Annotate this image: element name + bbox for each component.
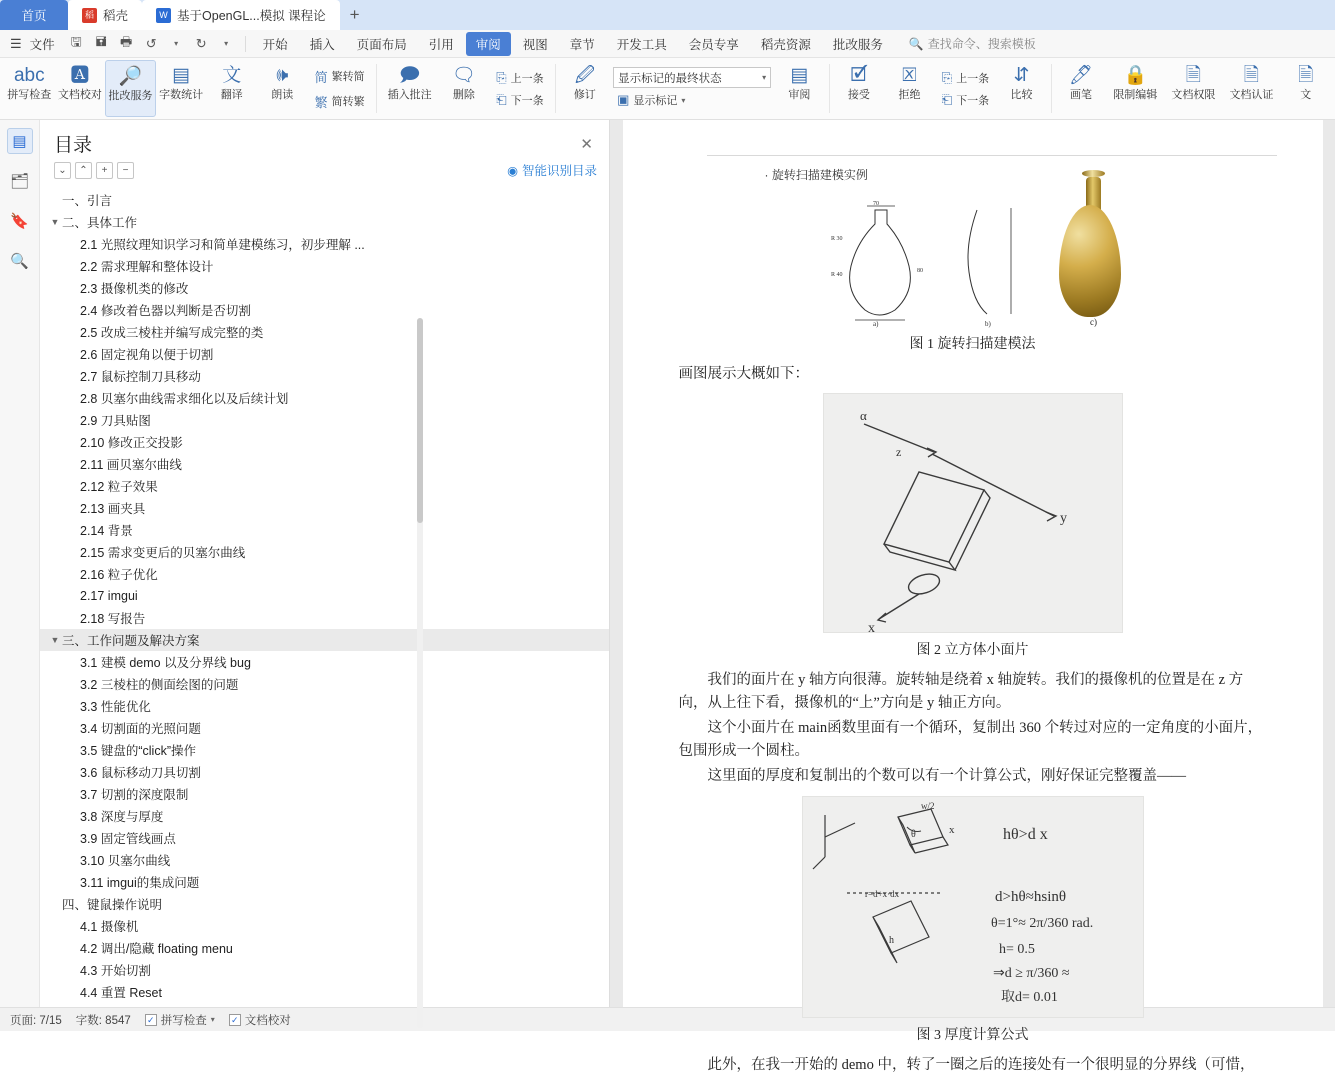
doc-bullet-line: · 旋转扫描建模实例 (764, 168, 868, 182)
outline-item[interactable] (40, 717, 609, 739)
doc-certify-button[interactable] (1222, 60, 1280, 117)
outline-item-label: 2.3 摄像机类的修改 (80, 282, 189, 296)
next-change-label: 下一条 (956, 94, 990, 107)
outline-item-label: 3.3 性能优化 (80, 700, 151, 714)
outline-item[interactable] (40, 365, 609, 387)
outline-item[interactable] (40, 563, 609, 585)
doc-paragraph-3: 这里面的厚度和复制出的个数可以有一个计算公式，刚好保证完整覆盖—— (707, 768, 1186, 785)
left-rail (0, 120, 40, 1007)
outline-item-label: 四、键鼠操作说明 (62, 898, 163, 912)
outline-item[interactable] (40, 321, 609, 343)
pen-button[interactable] (1056, 60, 1107, 117)
reject-button[interactable] (884, 60, 935, 117)
chevron-down-icon-status: ▾ (210, 1015, 215, 1024)
outline-item-label: 3.4 切割面的光照问题 (80, 722, 201, 736)
save-as-icon[interactable]: 🖬 (95, 33, 107, 49)
spellcheck-button[interactable] (4, 60, 55, 117)
chevron-down-icon: ▾ (762, 73, 767, 82)
ribbon-tab-view[interactable]: 视图 (522, 37, 548, 52)
ribbon-tab-references[interactable]: 引用 (428, 37, 454, 52)
spellcheck-label: 拼写检查 (7, 89, 52, 101)
review-pane-button[interactable] (774, 60, 825, 117)
rice-husk-icon: 稻 (82, 8, 97, 23)
outline-item[interactable] (40, 453, 609, 475)
document-page (623, 120, 1323, 1073)
proofread-checkbox-icon: ✓ (229, 1014, 241, 1026)
doc-paragraph-1: 我们的面片在 y 轴方向很薄。旋转轴是绕着 x 轴旋转。我们的摄像机的位置是在 z 方向，从上往下看，摄像机的“上”方向是 y 轴正方向。 (678, 672, 1244, 711)
menu-divider (245, 36, 246, 52)
svg-text:z: z (895, 445, 901, 460)
accept-icon: 🗹 (850, 65, 868, 86)
trad-to-simp-label: 繁转简 (331, 71, 365, 83)
outline-item[interactable] (40, 651, 609, 673)
prev-comment-icon: ⎘ (496, 69, 507, 85)
ribbon-tab-pagelayout[interactable]: 页面布局 (356, 37, 407, 52)
spellcheck-status[interactable] (145, 1012, 215, 1028)
doc-more-label: 文 (1300, 89, 1312, 101)
restrict-edit-button[interactable] (1106, 60, 1164, 117)
outline-item-label: 3.7 切割的深度限制 (80, 788, 189, 802)
outline-item-label: 4.3 开始切割 (80, 964, 151, 978)
outline-item-label: 2.7 鼠标控制刀具移动 (80, 370, 201, 384)
tab-home[interactable] (0, 0, 68, 30)
outline-item-label: 一、引言 (62, 194, 113, 208)
svg-text:θ: θ (910, 828, 916, 840)
outline-item[interactable] (40, 981, 609, 1003)
insert-comment-icon: 🗩 (399, 65, 421, 86)
outline-item-label: 3.10 贝塞尔曲线 (80, 854, 171, 868)
outline-item-label: 2.15 需求变更后的贝塞尔曲线 (80, 546, 246, 560)
simp-to-trad-icon: 繁 (314, 94, 328, 110)
tab-docer[interactable] (68, 0, 142, 30)
outline-item-label: 4.1 摄像机 (80, 920, 139, 934)
lock-icon: 🔒 (1123, 65, 1148, 86)
spellcheck-status-label: 拼写检查 (160, 1014, 207, 1027)
outline-item-label: 2.5 改成三棱柱并编写成完整的类 (80, 326, 264, 340)
compare-label: 比较 (1010, 89, 1033, 101)
prev-comment-button[interactable] (492, 68, 547, 88)
outline-item[interactable] (40, 541, 609, 563)
outline-item[interactable] (40, 497, 609, 519)
proofread-status-label: 文档校对 (244, 1014, 291, 1027)
show-markup-button[interactable] (613, 90, 771, 110)
tab-home-label: 首页 (21, 9, 47, 23)
outline-item-label: 2.14 背景 (80, 524, 133, 538)
outline-item[interactable] (40, 629, 609, 651)
word-count-button[interactable] (156, 60, 207, 117)
reject-label: 拒绝 (898, 89, 921, 101)
outline-item-label: 4.4 重置 Reset (80, 986, 162, 1000)
translate-icon: 文 (222, 65, 242, 86)
outline-icon[interactable]: ▤ (7, 128, 33, 154)
svg-text:r=d+x·dx: r=d+x·dx (864, 888, 899, 899)
compare-icon: ⇵ (1013, 65, 1030, 86)
close-icon[interactable]: ✕ (580, 135, 593, 153)
outline-item[interactable] (40, 893, 609, 915)
ribbon-tab-review[interactable]: 审阅 (466, 32, 511, 56)
outline-item[interactable] (40, 299, 609, 321)
trad-to-simp-icon: 简 (314, 69, 328, 85)
outline-item-label: 2.10 修改正交投影 (80, 436, 183, 450)
outline-item-label: 2.4 修改着色器以判断是否切割 (80, 304, 251, 318)
prev-change-icon: ⎘ (941, 69, 953, 85)
doc-certify-icon: 🗎 (1243, 65, 1260, 86)
ribbon-divider-4 (1051, 64, 1052, 113)
spellcheck-checkbox-icon: ✓ (145, 1014, 157, 1026)
ribbon-divider-3 (829, 64, 830, 113)
next-comment-label: 下一条 (510, 94, 544, 107)
outline-item[interactable] (40, 409, 609, 431)
figure-3-caption: 图 3 厚度计算公式 (916, 1027, 1029, 1043)
smart-outline-icon: ◉ (507, 163, 518, 178)
proofread-icon: 🅰 (70, 65, 90, 86)
tab-document-label: 基于OpenGL...模拟 课程论 (177, 9, 326, 23)
word-count-icon: ▤ (172, 65, 191, 86)
doc-paragraph-2: 这个小面片在 main函数里面有一个循环，复制出 360 个转过对应的一定角度的小面片，包围形成一个圆柱。 (678, 720, 1263, 759)
outline-item[interactable] (40, 607, 609, 629)
collapse-level-icon[interactable]: − (117, 162, 134, 179)
svg-text:y: y (1059, 511, 1067, 527)
delete-comment-icon: 🗨 (451, 65, 476, 86)
revise-button[interactable] (560, 60, 611, 117)
outline-item[interactable] (40, 277, 609, 299)
reject-icon: 🗵 (902, 65, 917, 86)
window-tab-bar (0, 0, 1335, 30)
outline-header (40, 120, 609, 159)
ribbon-tab-docer[interactable]: 稻壳资源 (760, 37, 811, 52)
ribbon-divider-2 (555, 64, 556, 113)
outline-item[interactable] (40, 695, 609, 717)
change-nav-group (935, 60, 996, 117)
outline-item[interactable] (40, 849, 609, 871)
outline-item[interactable] (40, 871, 609, 893)
document-area[interactable] (610, 120, 1335, 1073)
delete-comment-label: 删除 (452, 89, 475, 101)
expand-all-icon[interactable]: ⌃ (75, 162, 92, 179)
abc-icon: abc (13, 65, 45, 86)
outline-item-label: 二、具体工作 (62, 216, 138, 230)
word-count-indicator[interactable]: 字数: 8547 (75, 1014, 131, 1027)
chinese-convert-group (308, 60, 372, 117)
outline-item-label: 2.1 光照纹理知识学习和简单建模练习，初步理解 ... (80, 238, 365, 252)
ribbon-divider (376, 64, 377, 113)
pages-icon[interactable]: 🗂 (9, 173, 30, 190)
next-change-icon: ⎗ (941, 91, 953, 107)
bookmark-icon[interactable]: 🔖 (10, 213, 29, 230)
file-menu[interactable]: 文件 (29, 37, 55, 52)
outline-item[interactable] (40, 937, 609, 959)
delete-comment-button[interactable] (439, 60, 490, 117)
review-pane-icon: ▤ (790, 65, 809, 86)
outline-item-label: 2.6 固定视角以便于切割 (80, 348, 214, 362)
ribbon-tab-start[interactable]: 开始 (262, 37, 288, 52)
insert-comment-button[interactable] (381, 60, 439, 117)
word-count-label: 字数统计 (159, 89, 204, 101)
outline-item-label: 3.5 键盘的“click”操作 (80, 744, 196, 758)
vase-body (1059, 205, 1121, 317)
vase-render-c (1059, 170, 1129, 327)
outline-item[interactable] (40, 255, 609, 277)
ribbon-tab-correction[interactable]: 批改服务 (832, 37, 883, 52)
outline-title: 目录 (54, 135, 93, 156)
correction-service-label: 批改服务 (108, 90, 153, 102)
outline-item-label: 3.1 建模 demo 以及分界线 bug (80, 656, 251, 670)
proofread-status[interactable] (229, 1012, 291, 1028)
outline-item[interactable] (40, 739, 609, 761)
svg-text:d>hθ≈hsinθ: d>hθ≈hsinθ (994, 888, 1066, 905)
markup-group (610, 60, 774, 117)
outline-item[interactable] (40, 783, 609, 805)
vase-lip (1082, 170, 1105, 177)
svg-text:θ=1°≈ 2π/360 rad.: θ=1°≈ 2π/360 rad. (990, 915, 1093, 931)
outline-item[interactable] (40, 475, 609, 497)
svg-text:hθ>d x: hθ>d x (1002, 825, 1048, 843)
svg-text:R 30: R 30 (830, 236, 843, 242)
show-markup-icon: ▣ (617, 92, 630, 107)
accept-button[interactable] (834, 60, 885, 117)
outline-item[interactable] (40, 211, 609, 233)
svg-text:x: x (867, 621, 875, 637)
svg-text:h= 0.5: h= 0.5 (998, 941, 1035, 957)
outline-item[interactable] (40, 387, 609, 409)
correction-service-button[interactable] (105, 60, 156, 117)
doc-more-icon: 🗎 (1298, 65, 1314, 86)
chevron-down-icon[interactable]: ▼ (50, 635, 60, 645)
search-icon[interactable]: 🔍 (10, 253, 29, 270)
outline-item-label: 三、工作问题及解决方案 (62, 634, 200, 648)
outline-item[interactable] (40, 343, 609, 365)
outline-item-label: 3.2 三棱柱的侧面绘图的问题 (80, 678, 239, 692)
magnifier-doc-icon: 🔎 (118, 66, 143, 87)
outline-item-label: 2.12 粒子效果 (80, 480, 158, 494)
restrict-edit-label: 限制编辑 (1113, 89, 1158, 101)
outline-item[interactable] (40, 519, 609, 541)
ribbon-tab-section[interactable]: 章节 (569, 37, 595, 52)
next-change-button[interactable] (938, 90, 993, 110)
svg-text:R 40: R 40 (830, 272, 843, 278)
redo-icon[interactable]: ↻ (195, 35, 207, 51)
expand-level-icon[interactable]: + (96, 162, 113, 179)
hamburger-icon[interactable]: ☰ (10, 35, 22, 51)
pen-label: 画笔 (1069, 89, 1092, 101)
figure-1 (679, 197, 1267, 327)
figure-3-image (802, 796, 1144, 1018)
print-icon[interactable]: 🖶 (120, 33, 133, 49)
figure-2-image (823, 393, 1123, 637)
accept-label: 接受 (847, 89, 870, 101)
vase-label-c: c) (1090, 317, 1097, 327)
page-top-rule (707, 120, 1277, 156)
outline-item-label: 2.2 需求理解和整体设计 (80, 260, 214, 274)
ribbon-tab-devtools[interactable]: 开发工具 (616, 37, 667, 52)
outline-item-label: 3.8 深度与厚度 (80, 810, 164, 824)
outline-item-label: 4.2 调出/隐藏 floating menu (80, 942, 233, 956)
smart-outline-button[interactable] (507, 161, 597, 179)
outline-item-label: 2.18 写报告 (80, 612, 146, 626)
ribbon-toolbar (0, 58, 1335, 120)
doc-paragraph-4: 此外，在我一开始的 demo 中，转了一圈之后的连接处有一个很明显的分界线（可惜， (707, 1056, 1255, 1073)
prev-change-label: 上一条 (956, 72, 990, 85)
outline-item-label: 2.11 画贝塞尔曲线 (80, 458, 182, 472)
smart-outline-label: 智能识别目录 (521, 164, 597, 178)
simp-to-trad-label: 简转繁 (331, 96, 365, 108)
outline-item[interactable] (40, 233, 609, 255)
svg-text:取d= 0.01: 取d= 0.01 (1000, 989, 1058, 1005)
outline-pane (40, 120, 610, 1007)
doc-permission-label: 文档权限 (1171, 89, 1216, 101)
outline-item[interactable] (40, 585, 609, 607)
outline-item[interactable] (40, 761, 609, 783)
ribbon-tab-insert[interactable]: 插入 (309, 37, 335, 52)
outline-scroll-thumb[interactable] (417, 318, 423, 523)
read-aloud-label: 朗读 (271, 89, 294, 101)
outline-scrollbar[interactable] (417, 318, 423, 1028)
redo-caret-icon[interactable]: ▾ (224, 39, 229, 48)
show-markup-label: 显示标记 (633, 95, 678, 107)
next-comment-button[interactable] (492, 90, 547, 110)
doc-line-after-fig1: 画图展示大概如下： (678, 366, 809, 382)
command-search-text: 查找命令、搜索模板 (927, 37, 1036, 51)
undo-icon[interactable]: ↺ (145, 35, 157, 51)
pen-icon: 🖊 (1068, 65, 1094, 86)
tab-docer-label: 稻壳 (103, 9, 129, 23)
prev-comment-label: 上一条 (510, 72, 544, 85)
menu-bar (0, 30, 1335, 58)
formula-sketch-icon (803, 797, 1145, 1019)
insert-comment-label: 插入批注 (387, 89, 432, 101)
svg-text:h: h (888, 934, 894, 946)
svg-text:x: x (948, 823, 954, 836)
outline-tree[interactable] (40, 185, 609, 1007)
svg-text:80: 80 (916, 268, 923, 274)
markup-state-combo[interactable] (613, 67, 771, 88)
prev-change-button[interactable] (938, 68, 993, 88)
read-aloud-icon: 🕪 (276, 65, 289, 86)
revise-label: 修订 (573, 89, 596, 101)
outline-item-label: 3.11 imgui的集成问题 (80, 876, 200, 890)
simp-to-trad-button[interactable] (311, 90, 369, 113)
chevron-down-icon[interactable]: ▼ (50, 217, 60, 227)
svg-text:b): b) (984, 320, 991, 328)
chevron-down-icon-2: ▾ (681, 95, 686, 105)
doc-proofread-button[interactable] (55, 60, 106, 117)
tab-document[interactable] (142, 0, 340, 30)
doc-permission-button[interactable] (1164, 60, 1222, 117)
doc-proofread-label: 文档校对 (57, 89, 102, 101)
outline-item[interactable] (40, 189, 609, 211)
new-tab-button[interactable]: + (349, 5, 360, 24)
read-aloud-button[interactable] (257, 60, 308, 117)
comment-nav-group (489, 60, 550, 117)
outline-item[interactable] (40, 915, 609, 937)
page-indicator[interactable]: 页面: 7/15 (10, 1014, 62, 1027)
markup-state-value: 显示标记的最终状态 (618, 72, 722, 85)
outline-toolbar (40, 159, 609, 185)
doc-more-button[interactable] (1280, 60, 1331, 117)
outline-item-label: 2.17 imgui (80, 589, 138, 603)
outline-item[interactable] (40, 431, 609, 453)
doc-certify-label: 文档认证 (1229, 89, 1274, 101)
doc-permission-icon: 🗎 (1185, 65, 1202, 86)
word-doc-icon: W (156, 8, 171, 23)
review-pane-label: 审阅 (788, 89, 811, 101)
save-icon[interactable]: 🖫 (70, 33, 82, 49)
translate-label: 翻译 (220, 89, 243, 101)
command-search[interactable] (909, 35, 1036, 52)
compare-button[interactable] (996, 60, 1047, 117)
outline-item[interactable] (40, 959, 609, 981)
outline-item-label: 3.6 鼠标移动刀具切割 (80, 766, 201, 780)
outline-item-label: 2.16 粒子优化 (80, 568, 158, 582)
vase-profile-a-icon (817, 202, 937, 327)
svg-text:⇒d ≥ π/360 ≈: ⇒d ≥ π/360 ≈ (992, 965, 1070, 981)
revise-icon: 🖉 (574, 65, 595, 86)
collapse-all-icon[interactable]: ⌄ (54, 162, 71, 179)
next-comment-icon: ⎗ (496, 91, 507, 107)
outline-item-label: 2.8 贝塞尔曲线需求细化以及后续计划 (80, 392, 289, 406)
figure-1-caption: 图 1 旋转扫描建模法 (909, 337, 1036, 352)
svg-text:w/2: w/2 (920, 800, 934, 811)
outline-item[interactable] (40, 673, 609, 695)
ribbon-tab-member[interactable]: 会员专享 (688, 37, 739, 52)
svg-text:a): a) (872, 320, 878, 328)
outline-item[interactable] (40, 805, 609, 827)
outline-item-label: 2.13 画夹具 (80, 502, 146, 516)
outline-item-label: 3.9 固定管线画点 (80, 832, 176, 846)
undo-caret-icon[interactable]: ▾ (174, 39, 179, 48)
vase-profile-b-icon (963, 202, 1033, 327)
figure-2-caption: 图 2 立方体小面片 (916, 643, 1029, 659)
trad-to-simp-button[interactable] (311, 65, 369, 88)
svg-text:70: 70 (872, 201, 879, 207)
cube-sketch-icon (824, 394, 1124, 637)
search-icon: 🔍 (908, 36, 924, 51)
outline-item-label: 2.9 刀具贴图 (80, 414, 151, 428)
translate-button[interactable] (206, 60, 257, 117)
outline-item[interactable] (40, 827, 609, 849)
svg-text:α: α (859, 408, 867, 424)
